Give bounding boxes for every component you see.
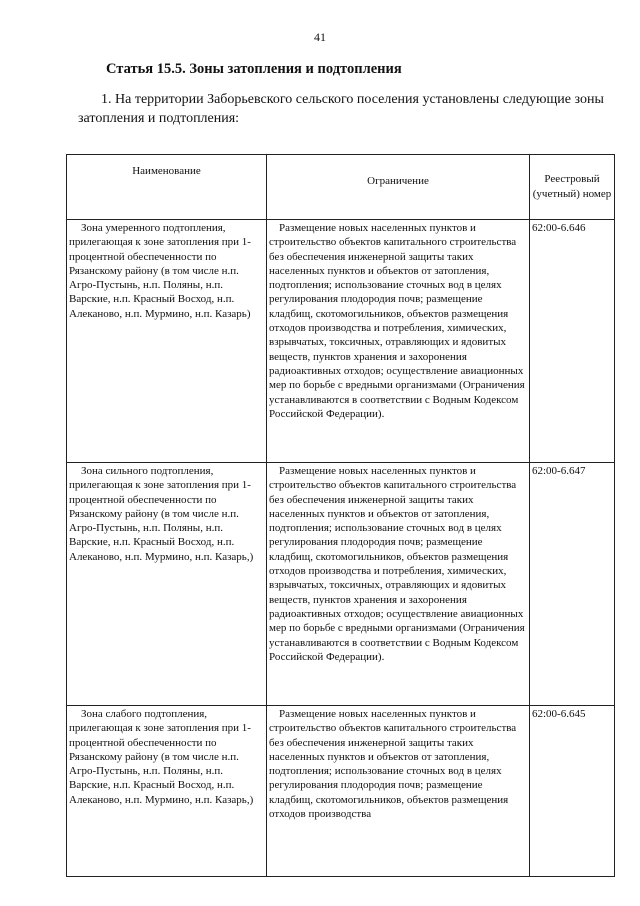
article-heading: Статья 15.5. Зоны затопления и подтопления — [106, 61, 402, 77]
table-header-row — [67, 155, 615, 220]
header-registry: Реестровый (учетный) номер — [530, 155, 615, 220]
header-limit: Ограничение — [267, 155, 530, 220]
page-number: 41 — [314, 30, 326, 44]
zone-registry-cell: 62:00-6.645 — [530, 706, 615, 877]
table-row — [67, 706, 615, 877]
zone-limit-text: Размещение новых населенных пунктов и строительство объектов капитального строительства без обеспечения инженерной защиты таких населенных пунктов и объектов от затопления, подтопления; использование сточных вод в целях регулирования плодородия почв; размещение кладбищ, скотомогильников, объектов размещения отходов производства — [269, 708, 517, 821]
zone-limit-cell: Размещение новых населенных пунктов и строительство объектов капитального строительства без обеспечения инженерной защиты таких населенных пунктов и объектов от затопления, подтопления; использование сточных вод в целях регулирования плодородия почв; размещение кладбищ, скотомогильников, объектов размещения отходов производства и потребления, химических, взрывчатых, токсичных, отравляющих и ядовитых веществ, пунктов хранения и захоронения радиоактивных отходов; осуществление авиационных мер по борьбе с вредными организмами (Ограничения устанавливаются в соответствии с Водным Кодексом Российской Федерации). — [267, 220, 530, 463]
table-row — [67, 220, 615, 463]
zone-name-cell: Зона сильного подтопления, прилегающая к зоне затопления при 1-процентной обеспеченности по Рязанскому району (в том числе н.п. Агро-Пустынь, н.п. Поляны, н.п. Варские, н.п. Красный Восход, н.п. Алеканово, н.п. Мурмино, н.п. Казарь,) — [67, 463, 267, 706]
zone-limit-cell — [267, 706, 530, 877]
zone-registry-cell: 62:00-6.647 — [530, 463, 615, 706]
zone-limit-cell: Размещение новых населенных пунктов и строительство объектов капитального строительства без обеспечения инженерной защиты таких населенных пунктов и объектов от затопления, подтопления; использование сточных вод в целях регулирования плодородия почв; размещение кладбищ, скотомогильников, объектов размещения отходов производства и потребления, химических, взрывчатых, токсичных, отравляющих и ядовитых веществ, пунктов хранения и захоронения радиоактивных отходов; осуществление авиационных мер по борьбе с вредными организмами (Ограничения устанавливаются в соответствии с Водным Кодексом Российской Федерации). — [267, 463, 530, 706]
zone-name-cell: Зона умеренного подтопления, прилегающая к зоне затопления при 1-процентной обеспеченности по Рязанскому району (в том числе н.п. Агро-Пустынь, н.п. Поляны, н.п. Варские, н.п. Красный Восход, н.п. Алеканово, н.п. Мурмино, н.п. Казарь) — [67, 220, 267, 463]
table-row — [67, 463, 615, 706]
zone-registry-cell: 62:00-6.646 — [530, 220, 615, 463]
zones-table — [66, 154, 615, 877]
zone-name-cell: Зона слабого подтопления, прилегающая к зоне затопления при 1-процентной обеспеченности по Рязанскому району (в том числе н.п. Агро-Пустынь, н.п. Поляны, н.п. Варские, н.п. Красный Восход, н.п. Алеканово, н.п. Мурмино, н.п. Казарь,) — [67, 706, 267, 877]
header-name: Наименование — [67, 155, 267, 220]
intro-paragraph: 1. На территории Заборьевского сельского поселения установлены следующие зоны затопления и подтопления: — [78, 92, 604, 126]
